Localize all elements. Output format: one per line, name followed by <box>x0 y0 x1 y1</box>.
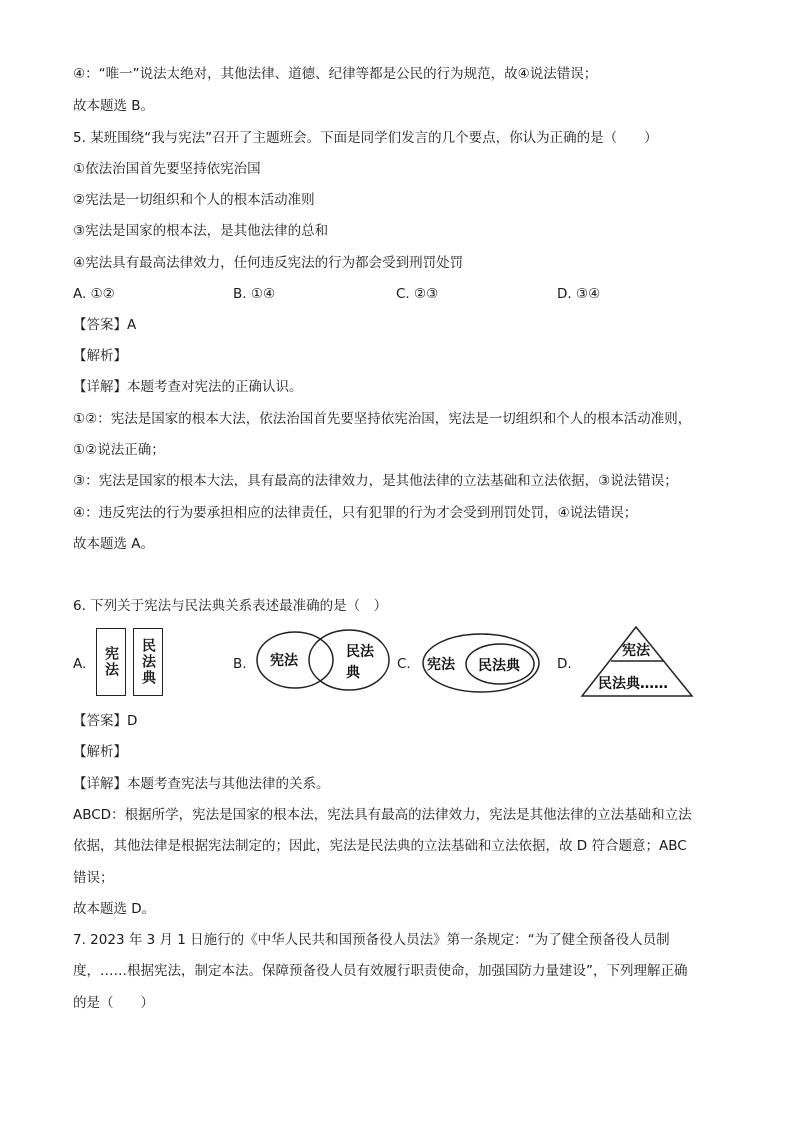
c-outer-text: 宪法 <box>427 657 455 673</box>
q5-option-b: B. ①④ <box>233 286 276 302</box>
q5-statement-3: ③宪法是国家的根本法，是其他法律的总和 <box>73 223 329 239</box>
q6-option-a-label: A. <box>73 656 87 672</box>
constitution-box: 宪法 <box>96 628 126 696</box>
overlapping-circles-diagram <box>250 628 396 692</box>
q6-option-b-label: B. <box>233 656 247 672</box>
q6-conclusion: 故本题选 D。 <box>73 901 156 917</box>
question-6-stem: 6. 下列关于宪法与民法典关系表述最准确的是（ ） <box>73 598 388 614</box>
b-left-text: 宪法 <box>270 653 298 669</box>
q6-explanation-line: 错误； <box>73 870 114 886</box>
q5-option-a: A. ①② <box>73 286 115 302</box>
question-5-stem: 5. 某班围绕“我与宪法”召开了主题班会。下面是同学们发言的几个要点，你认为正确的是（ ） <box>73 130 658 146</box>
text-line: 故本题选 B。 <box>73 98 155 114</box>
pyramid-diagram <box>580 624 696 700</box>
q5-detail-heading: 【详解】本题考查对宪法的正确认识。 <box>73 379 303 395</box>
q6-detail-heading: 【详解】本题考查宪法与其他法律的关系。 <box>73 776 330 792</box>
q5-conclusion: 故本题选 A。 <box>73 536 155 552</box>
q6-explanation-line: ABCD：根据所学，宪法是国家的根本法，宪法具有最高的法律效力，宪法是其他法律的立法基础和立法 <box>73 807 692 823</box>
d-top-text: 宪法 <box>622 643 650 659</box>
q5-statement-4: ④宪法具有最高法律效力，任何违反宪法的行为都会受到刑罚处罚 <box>73 255 464 271</box>
q5-explanation-line: ①②说法正确； <box>73 442 165 458</box>
q6-explanation-line: 依据，其他法律是根据宪法制定的；因此，宪法是民法典的立法基础和立法依据，故 D 符合题意；ABC <box>73 838 687 854</box>
text-line: ④：“唯一”说法太绝对，其他法律、道德、纪律等都是公民的行为规范，故④说法错误； <box>73 66 598 82</box>
civil-code-box: 民法典 <box>133 628 163 696</box>
q5-explanation-line: ①②：宪法是国家的根本大法，依法治国首先要坚持依宪治国，宪法是一切组织和个人的根本活动准则， <box>73 411 692 427</box>
d-bottom-text: 民法典…… <box>598 676 668 692</box>
q6-answer: 【答案】D <box>73 713 138 729</box>
b-right-text-2: 典 <box>346 665 360 681</box>
q6-analysis-heading: 【解析】 <box>73 744 127 760</box>
c-inner-text: 民法典 <box>478 658 520 674</box>
q5-explanation-line: ④：违反宪法的行为要承担相应的法律责任，只有犯罪的行为才会受到刑罚处罚，④说法错误； <box>73 505 638 521</box>
q6-option-d-label: D. <box>557 656 572 672</box>
question-7-stem: 度，……根据宪法，制定本法。保障预备役人员有效履行职责使命，加强国防力量建设”，下列理解正确 <box>73 963 688 979</box>
civil-code-circle <box>309 630 389 690</box>
q5-answer: 【答案】A <box>73 317 137 333</box>
q5-explanation-line: ③：宪法是国家的根本大法，具有最高的法律效力，是其他法律的立法基础和立法依据，③说法错误； <box>73 473 678 489</box>
b-right-text-1: 民法 <box>346 644 374 660</box>
q5-statement-2: ②宪法是一切组织和个人的根本活动准则 <box>73 192 315 208</box>
question-7-stem: 7. 2023 年 3 月 1 日施行的《中华人民共和国预备役人员法》第一条规定：“为了健全预备役人员制 <box>73 932 670 948</box>
q5-option-c: C. ②③ <box>396 286 439 302</box>
q5-option-d: D. ③④ <box>557 286 601 302</box>
q6-option-c-label: C. <box>397 656 411 672</box>
question-7-stem: 的是（ ） <box>73 995 154 1011</box>
nested-circles-diagram <box>420 630 544 694</box>
q5-analysis-heading: 【解析】 <box>73 348 127 364</box>
q5-statement-1: ①依法治国首先要坚持依宪治国 <box>73 161 261 177</box>
